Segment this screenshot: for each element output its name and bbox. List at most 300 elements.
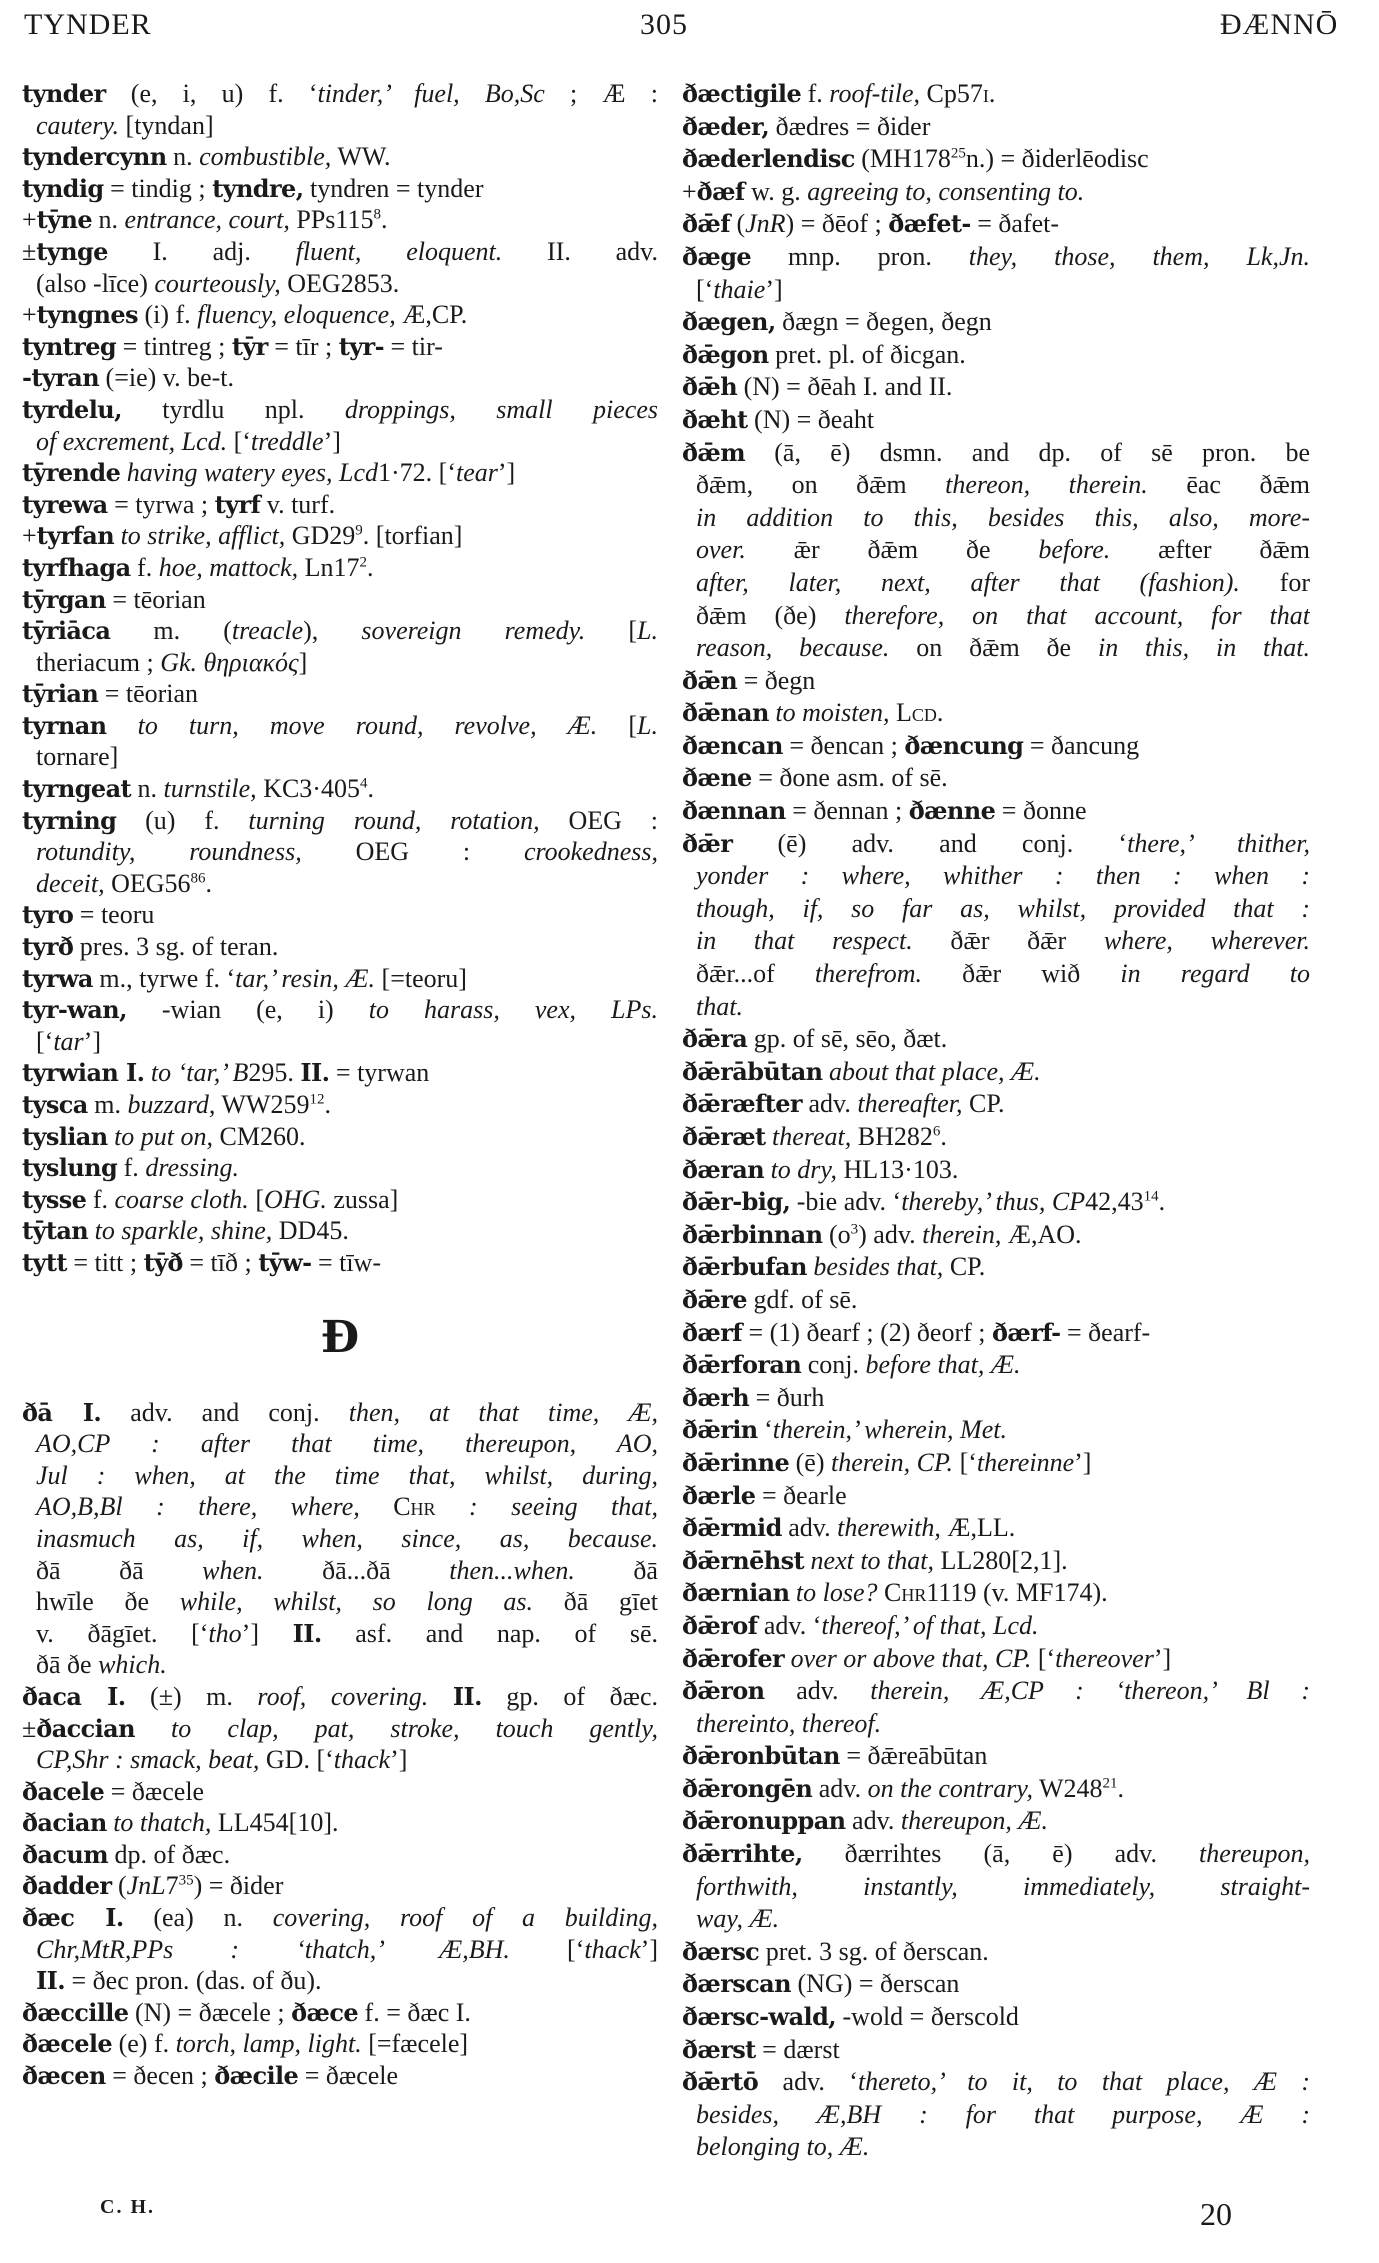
superscript: 12 <box>309 1091 325 1108</box>
running-head-left: TYNDER <box>24 8 152 41</box>
definition-text: dressing. <box>145 1153 239 1183</box>
entry-text: i <box>982 79 989 108</box>
headword: ðǣronuppan <box>682 1806 846 1836</box>
entry-line <box>682 1480 1310 1513</box>
entry-line <box>22 236 658 268</box>
definition-text: therein,’ wherein, Met. <box>772 1415 1007 1445</box>
entry-continuation-line <box>682 567 1310 600</box>
page-number: 305 <box>640 8 688 41</box>
definition-text: before that, Æ. <box>865 1350 1021 1380</box>
entry-text: = ðone asm. of sē. <box>751 763 948 793</box>
definition-text: thereon, therein. <box>945 470 1148 500</box>
definition-text: of excrement, Lcd. <box>36 426 228 456</box>
entry-text: ± <box>22 1713 37 1743</box>
headword: ðǣnan <box>682 698 769 728</box>
entry-line <box>682 1088 1310 1121</box>
entry-text: 295. <box>248 1058 301 1088</box>
entry-line <box>682 828 1310 861</box>
definition-text: thaie <box>713 274 766 304</box>
entry-text: . <box>940 1122 947 1151</box>
entry-text <box>360 1492 393 1521</box>
entry-text: [‘ <box>953 1447 977 1477</box>
entry-text: . <box>988 79 996 108</box>
headword: tyrð <box>22 932 74 962</box>
entry-text: ðā ðe <box>36 1650 99 1680</box>
entry-text: (u) f. <box>116 805 249 835</box>
entry-text: LL280[2,1]. <box>934 1545 1068 1575</box>
headword: ðærf- <box>991 1317 1061 1347</box>
entry-text: adv. ‘ <box>757 1610 822 1640</box>
entry-text: n. <box>166 142 200 172</box>
entry-text: [tyndan] <box>119 110 214 140</box>
entry-continuation-line <box>22 741 658 773</box>
superscript: 2 <box>359 554 367 571</box>
entry-text: n. <box>92 205 125 235</box>
entry-line <box>682 1838 1310 1871</box>
headword: II. <box>452 1681 482 1711</box>
entry-line <box>682 697 1310 730</box>
entry-line <box>682 176 1310 209</box>
entry-continuation-line <box>682 1708 1310 1741</box>
entry-line <box>682 1577 1310 1610</box>
definition-text: droppings, small pieces <box>344 394 658 424</box>
headword: tytt <box>22 1247 67 1277</box>
definition-text: though, if, so far as, whilst, provided that : <box>696 893 1310 923</box>
entry-text: = tindig ; <box>103 173 213 203</box>
entry-text: f. <box>130 552 159 582</box>
entry-line <box>682 2066 1310 2099</box>
entry-text: WW. <box>331 142 391 172</box>
headword: tyrwian I. <box>22 1058 145 1088</box>
headword: tyr-wan, <box>22 995 127 1025</box>
headword: ðæfet- <box>888 209 971 239</box>
headword: ðǣrofer <box>682 1643 785 1673</box>
headword: ðæctigile <box>682 79 802 108</box>
entry-line <box>682 437 1310 470</box>
entry-line <box>682 1186 1310 1219</box>
superscript: 9 <box>355 522 363 539</box>
entry-text: = tyrwan <box>329 1058 430 1088</box>
definition-text: about that place, Æ. <box>822 1056 1041 1086</box>
entry-text: adv. <box>781 1513 838 1543</box>
entry-continuation-line <box>682 534 1310 567</box>
section-letter-heading: Đ <box>320 1311 360 1363</box>
definition-text: turnstile, <box>163 774 257 804</box>
definition-text: Gk. θηριακός <box>160 647 299 677</box>
headword: ðǣrnēhst <box>682 1545 805 1575</box>
definition-text: cautery. <box>36 110 120 140</box>
definition-text: belonging to, Æ. <box>696 2132 870 2162</box>
definition-text: inasmuch as, if, when, since, as, because. <box>36 1523 658 1553</box>
entry-text: (also -līce) <box>36 268 155 298</box>
entry-text: Cp57 <box>920 79 983 108</box>
headword: ðǣr-big, <box>682 1187 791 1217</box>
entry-text: 1·72. [‘ <box>378 458 456 488</box>
definition-text: forthwith, instantly, immediately, straight- <box>696 1871 1310 1901</box>
entry-text: . <box>936 698 944 728</box>
headword: ðænnan <box>682 796 786 826</box>
entry-text: Lcd <box>895 698 937 728</box>
entry-text: = ðurh <box>749 1382 825 1412</box>
entry-line <box>682 1447 1310 1480</box>
entry-line <box>22 615 658 647</box>
entry-line <box>682 1382 1310 1415</box>
headword: ðǣrin <box>682 1415 758 1445</box>
entry-text: = ðonne <box>995 796 1087 826</box>
definition-text: JnR <box>745 209 786 239</box>
entry-text: [ <box>597 710 638 740</box>
definition-text: therein, Æ,CP : ‘thereon,’ Bl : <box>870 1676 1310 1706</box>
headword: tȳð <box>143 1247 183 1277</box>
entry-line <box>682 730 1310 763</box>
headword: tyslung <box>22 1153 118 1183</box>
entry-text: ( <box>729 209 746 239</box>
definition-text: thereinne <box>976 1447 1075 1477</box>
entry-continuation-line <box>22 1934 658 1966</box>
headword: ðǣf <box>682 209 730 239</box>
superscript: 86 <box>190 870 206 887</box>
headword: ðǣrmid <box>682 1513 782 1543</box>
headword: tynder <box>22 79 106 108</box>
entry-continuation-line <box>22 836 658 868</box>
definition-text: OHG. <box>263 1184 327 1214</box>
definition-text: to sparkle, shine, <box>88 1216 273 1246</box>
definition-text: rotundity, roundness, <box>36 837 302 867</box>
entry-text: v. turf. <box>260 489 336 519</box>
entry-text: ǣr ðǣm ðe <box>745 535 1039 565</box>
definition-text: sovereign remedy. <box>361 616 586 646</box>
superscript: 21 <box>1102 1775 1118 1792</box>
headword: tyrf <box>214 489 261 519</box>
definition-text: AO,CP : after that time, thereupon, AO, <box>36 1429 658 1459</box>
entry-text: tornare] <box>36 742 119 772</box>
entry-line <box>682 404 1310 437</box>
headword: tyslian <box>22 1121 108 1151</box>
headword: tȳne <box>36 205 93 235</box>
definition-text: torch, lamp, light. <box>175 2029 362 2059</box>
entry-text: ’] <box>1153 1643 1172 1673</box>
entry-line <box>682 1805 1310 1838</box>
entry-text: OEG : <box>301 837 524 867</box>
definition-text: therefore, on that account, for that <box>844 600 1310 630</box>
headword: tyrfhaga <box>22 552 131 582</box>
headword: ðǣrof <box>682 1610 758 1640</box>
entry-line <box>682 1610 1310 1643</box>
definition-text: thereupon, Æ. <box>900 1806 1048 1836</box>
headword: tȳtan <box>22 1216 89 1246</box>
entry-line <box>682 339 1310 372</box>
definition-text: in this, in that. <box>1097 633 1310 663</box>
entry-text: II. adv. <box>502 236 658 266</box>
entry-text: f. <box>801 79 830 108</box>
definition-text: thereinto, thereof. <box>696 1708 882 1738</box>
headword: ðǣgon <box>682 339 769 369</box>
entry-text: ] <box>298 647 308 677</box>
entry-text: gp. of sē, sēo, ðæt. <box>747 1024 948 1054</box>
superscript: 8 <box>373 206 381 223</box>
headword: ðæncung <box>904 730 1024 760</box>
entry-text: = ðearle <box>755 1480 847 1510</box>
entry-text: = ðafet- <box>970 209 1060 239</box>
running-head-right: ÐÆNNŌ <box>1220 8 1339 41</box>
definition-text: combustible, <box>199 142 332 172</box>
superscript: 3 <box>850 1221 859 1238</box>
headword: tyntreg <box>22 331 117 361</box>
headword: ðæcen <box>22 2061 106 2091</box>
entry-text: [‘ <box>1031 1643 1056 1673</box>
entry-text: . <box>380 205 388 235</box>
entry-text: [ <box>585 616 638 646</box>
definition-text: next to that, <box>804 1545 935 1575</box>
entry-text: CP. <box>943 1252 986 1282</box>
entry-text: Æ,CP. <box>395 300 468 330</box>
definition-text: thack <box>584 1934 641 1964</box>
entry-line <box>22 584 658 616</box>
entry-continuation-line <box>682 600 1310 633</box>
entry-line <box>682 1284 1310 1317</box>
entry-text: = ðennan ; <box>785 796 909 826</box>
entry-line <box>22 678 658 710</box>
definition-text: way, Æ. <box>696 1904 780 1934</box>
entry-text: zussa] <box>326 1184 399 1214</box>
entry-text: HL13·103. <box>837 1154 959 1184</box>
entry-continuation-line <box>22 1460 658 1492</box>
entry-text: tyrdlu npl. <box>121 394 345 424</box>
entry-text: = tīr ; <box>267 331 339 361</box>
definition-text: after, later, next, after that (fashion). <box>696 567 1240 597</box>
definition-text: roof, covering. <box>257 1681 429 1711</box>
entry-text: = teoru <box>73 900 155 930</box>
entry-line <box>22 331 658 363</box>
entry-line <box>22 1681 658 1713</box>
entry-continuation-line <box>682 991 1310 1024</box>
entry-line <box>22 1397 658 1429</box>
entry-line <box>682 1219 1310 1252</box>
headword: ðǣræfter <box>682 1089 802 1119</box>
headword: tyngnes <box>36 300 138 330</box>
headword: ðærf <box>682 1317 742 1347</box>
entry-text: 7 <box>165 1871 179 1901</box>
definition-text: roof-tile, <box>829 79 921 108</box>
entry-line <box>682 143 1310 176</box>
entry-text: = tir- <box>383 331 443 361</box>
headword: ðǣrābūtan <box>682 1056 823 1086</box>
headword: ðæcile <box>214 2061 299 2091</box>
entry-line <box>682 1349 1310 1382</box>
entry-text: (ea) n. <box>123 1903 273 1933</box>
entry-text: = ðæcele <box>298 2061 399 2091</box>
headword: tyndre, <box>212 173 304 203</box>
entry-line <box>682 1968 1310 2001</box>
entry-text: CM260. <box>213 1121 306 1151</box>
headword: ðæht <box>682 404 748 434</box>
entry-line <box>22 78 658 110</box>
definition-text: over or above that, CP. <box>784 1643 1032 1673</box>
entry-text: adv. <box>812 1773 868 1803</box>
entry-continuation-line <box>682 2099 1310 2132</box>
entry-line <box>22 362 658 394</box>
entry-text: ) = ðēof ; <box>785 209 889 239</box>
entry-text: mnp. pron. <box>751 241 969 271</box>
headword: ðæcele <box>22 2029 113 2059</box>
headword: tyrfan <box>36 521 115 551</box>
entry-text: GD29 <box>285 521 356 551</box>
entry-text: (NG) = ðerscan <box>790 1969 960 1999</box>
entry-continuation-line <box>682 502 1310 535</box>
entry-continuation-line <box>22 1649 658 1681</box>
entry-text: Ln17 <box>298 552 360 582</box>
headword: ðǣra <box>682 1024 748 1054</box>
entry-text: ’] <box>323 426 341 456</box>
entry-line <box>682 1056 1310 1089</box>
definition-text: CP,Shr : smack, beat, <box>36 1745 260 1775</box>
definition-text: Chr,MtR,PPs : ‘thatch,’ Æ,BH. <box>36 1934 510 1964</box>
definition-text: in regard to <box>1120 959 1310 989</box>
entry-text: m. ( <box>110 616 232 646</box>
headword: ðǣrrihte, <box>682 1839 803 1869</box>
entry-continuation-line <box>22 110 658 142</box>
entry-text: . <box>1117 1773 1125 1803</box>
definition-text: they, those, them, Lk,Jn. <box>968 241 1310 271</box>
entry-text: (=ie) v. be-t. <box>99 363 235 393</box>
headword: tȳriāca <box>22 616 111 646</box>
entry-text: + <box>22 521 37 551</box>
entry-line <box>682 78 1310 111</box>
headword: ðacele <box>22 1776 105 1806</box>
entry-continuation-line <box>22 868 658 900</box>
definition-text: to strike, afflict, <box>114 521 286 551</box>
definition-text: hoe, mattock, <box>158 552 299 582</box>
entry-text: hwīle ðe <box>36 1587 180 1617</box>
entry-continuation-line <box>22 1491 658 1523</box>
entry-line <box>22 1902 658 1934</box>
definition-text: when. <box>202 1555 264 1585</box>
entry-text: [=fæcele] <box>361 2029 469 2059</box>
entry-text: adv. ‘ <box>758 2067 858 2097</box>
entry-text: DD45. <box>272 1216 349 1246</box>
entry-text: adv. <box>764 1676 871 1706</box>
entry-text: ðā...ðā <box>263 1555 450 1585</box>
entry-text: = tyrwa ; <box>107 489 215 519</box>
entry-text: ðærrihtes (ā, ē) adv. <box>802 1839 1200 1869</box>
entry-continuation-line <box>682 958 1310 991</box>
entry-text: = titt ; <box>66 1247 144 1277</box>
entry-line <box>22 489 658 521</box>
definition-text: agreeing to, consenting to. <box>807 176 1085 206</box>
headword: tȳrgan <box>22 584 106 614</box>
entry-text: ðǣr...of <box>696 959 815 989</box>
entry-text: [=teoru] <box>375 963 467 993</box>
entry-text: conj. <box>801 1350 866 1380</box>
entry-text: . <box>205 868 213 898</box>
entry-text: -wian (e, i) <box>126 995 369 1025</box>
entry-line <box>22 2060 658 2092</box>
definition-text: treacle <box>231 616 304 646</box>
entry-text: = ðecen ; <box>105 2061 215 2091</box>
entries-right <box>682 78 1310 2164</box>
entry-text: -bie adv. ‘ <box>790 1187 902 1217</box>
entry-line <box>682 1154 1310 1187</box>
headword: ðǣronbūtan <box>682 1741 840 1771</box>
entry-text: gp. of ðæc. <box>481 1681 658 1711</box>
entry-text: (MH178 <box>854 144 951 174</box>
definition-text: besides, Æ,BH : for that purpose, Æ : <box>696 2099 1310 2129</box>
entry-text: OEG : <box>539 805 658 835</box>
headword: ðaccian <box>36 1713 135 1743</box>
superscript: 4 <box>359 775 368 792</box>
definition-text: that. <box>696 991 743 1021</box>
entry-text: adv. <box>801 1089 858 1119</box>
definition-text: thereafter, <box>857 1089 963 1119</box>
headword: ðænne <box>908 796 996 826</box>
entry-line <box>682 1317 1310 1350</box>
entry-text: (N) = ðēah I. and II. <box>737 372 953 402</box>
entry-text: ) = ðider <box>193 1871 284 1901</box>
definition-text: thereover <box>1055 1643 1154 1673</box>
entry-line <box>22 1152 658 1184</box>
entry-line <box>22 1997 658 2029</box>
entry-text: Æ,AO. <box>1001 1219 1082 1249</box>
entry-line <box>682 795 1310 828</box>
headword: ðǣron <box>682 1676 765 1706</box>
entry-line <box>682 1643 1310 1676</box>
entry-text: = (1) ðearf ; (2) ðeorf ; <box>741 1317 992 1347</box>
entry-text: = ðearf- <box>1060 1317 1151 1347</box>
left-column <box>22 78 658 2092</box>
entry-text: (ā, ē) dsmn. and dp. of sē pron. be <box>745 437 1310 467</box>
entry-text: 1119 (v. MF174). <box>926 1578 1108 1608</box>
headword: ðǣræt <box>682 1122 766 1151</box>
entry-continuation-line <box>682 925 1310 958</box>
entry-text: (i) f. <box>137 300 198 330</box>
entry-line <box>22 773 658 805</box>
headword: tȳrende <box>22 458 121 488</box>
entry-text: ’] <box>1074 1447 1092 1477</box>
entry-text: ) adv. <box>858 1219 923 1249</box>
headword: ðǣrbinnan <box>682 1219 823 1249</box>
entry-text: PPs115 <box>289 205 374 235</box>
headword: tyrewa <box>22 489 108 519</box>
headword: ðaca I. <box>22 1681 126 1711</box>
definition-text: buzzard, <box>127 1090 216 1119</box>
definition-text: yonder : where, whither : then : when : <box>696 861 1310 891</box>
headword: ðærsc <box>682 1936 760 1966</box>
entry-text: KC3·405 <box>256 774 360 804</box>
entry-line <box>682 665 1310 698</box>
definition-text: L. <box>637 710 658 740</box>
entry-line <box>682 306 1310 339</box>
definition-text: tar,’ resin, Æ. <box>235 963 376 993</box>
entry-text: + <box>22 300 37 330</box>
entry-line <box>682 1936 1310 1969</box>
definition-text: tear <box>456 458 498 488</box>
entry-text: W248 <box>1032 1773 1103 1803</box>
entry-line <box>22 805 658 837</box>
definition-text: to clap, pat, stroke, touch gently, <box>134 1713 658 1743</box>
headword: ðǣr <box>682 828 733 858</box>
entry-text: = tēorian <box>105 584 206 614</box>
headword: tysca <box>22 1090 88 1119</box>
entry-line <box>682 1414 1310 1447</box>
entry-line <box>682 762 1310 795</box>
entry-text: Æ,LL. <box>940 1513 1016 1543</box>
headword: ðæderlendisc <box>682 144 855 174</box>
entry-text: Chr <box>393 1492 436 1522</box>
entry-text: ðǣm (ðe) <box>696 600 845 630</box>
definition-text: therein, <box>922 1219 1002 1249</box>
definition-text: thereof,’ of that, Lcd. <box>821 1610 1039 1640</box>
entry-text: = ðancung <box>1023 730 1140 760</box>
